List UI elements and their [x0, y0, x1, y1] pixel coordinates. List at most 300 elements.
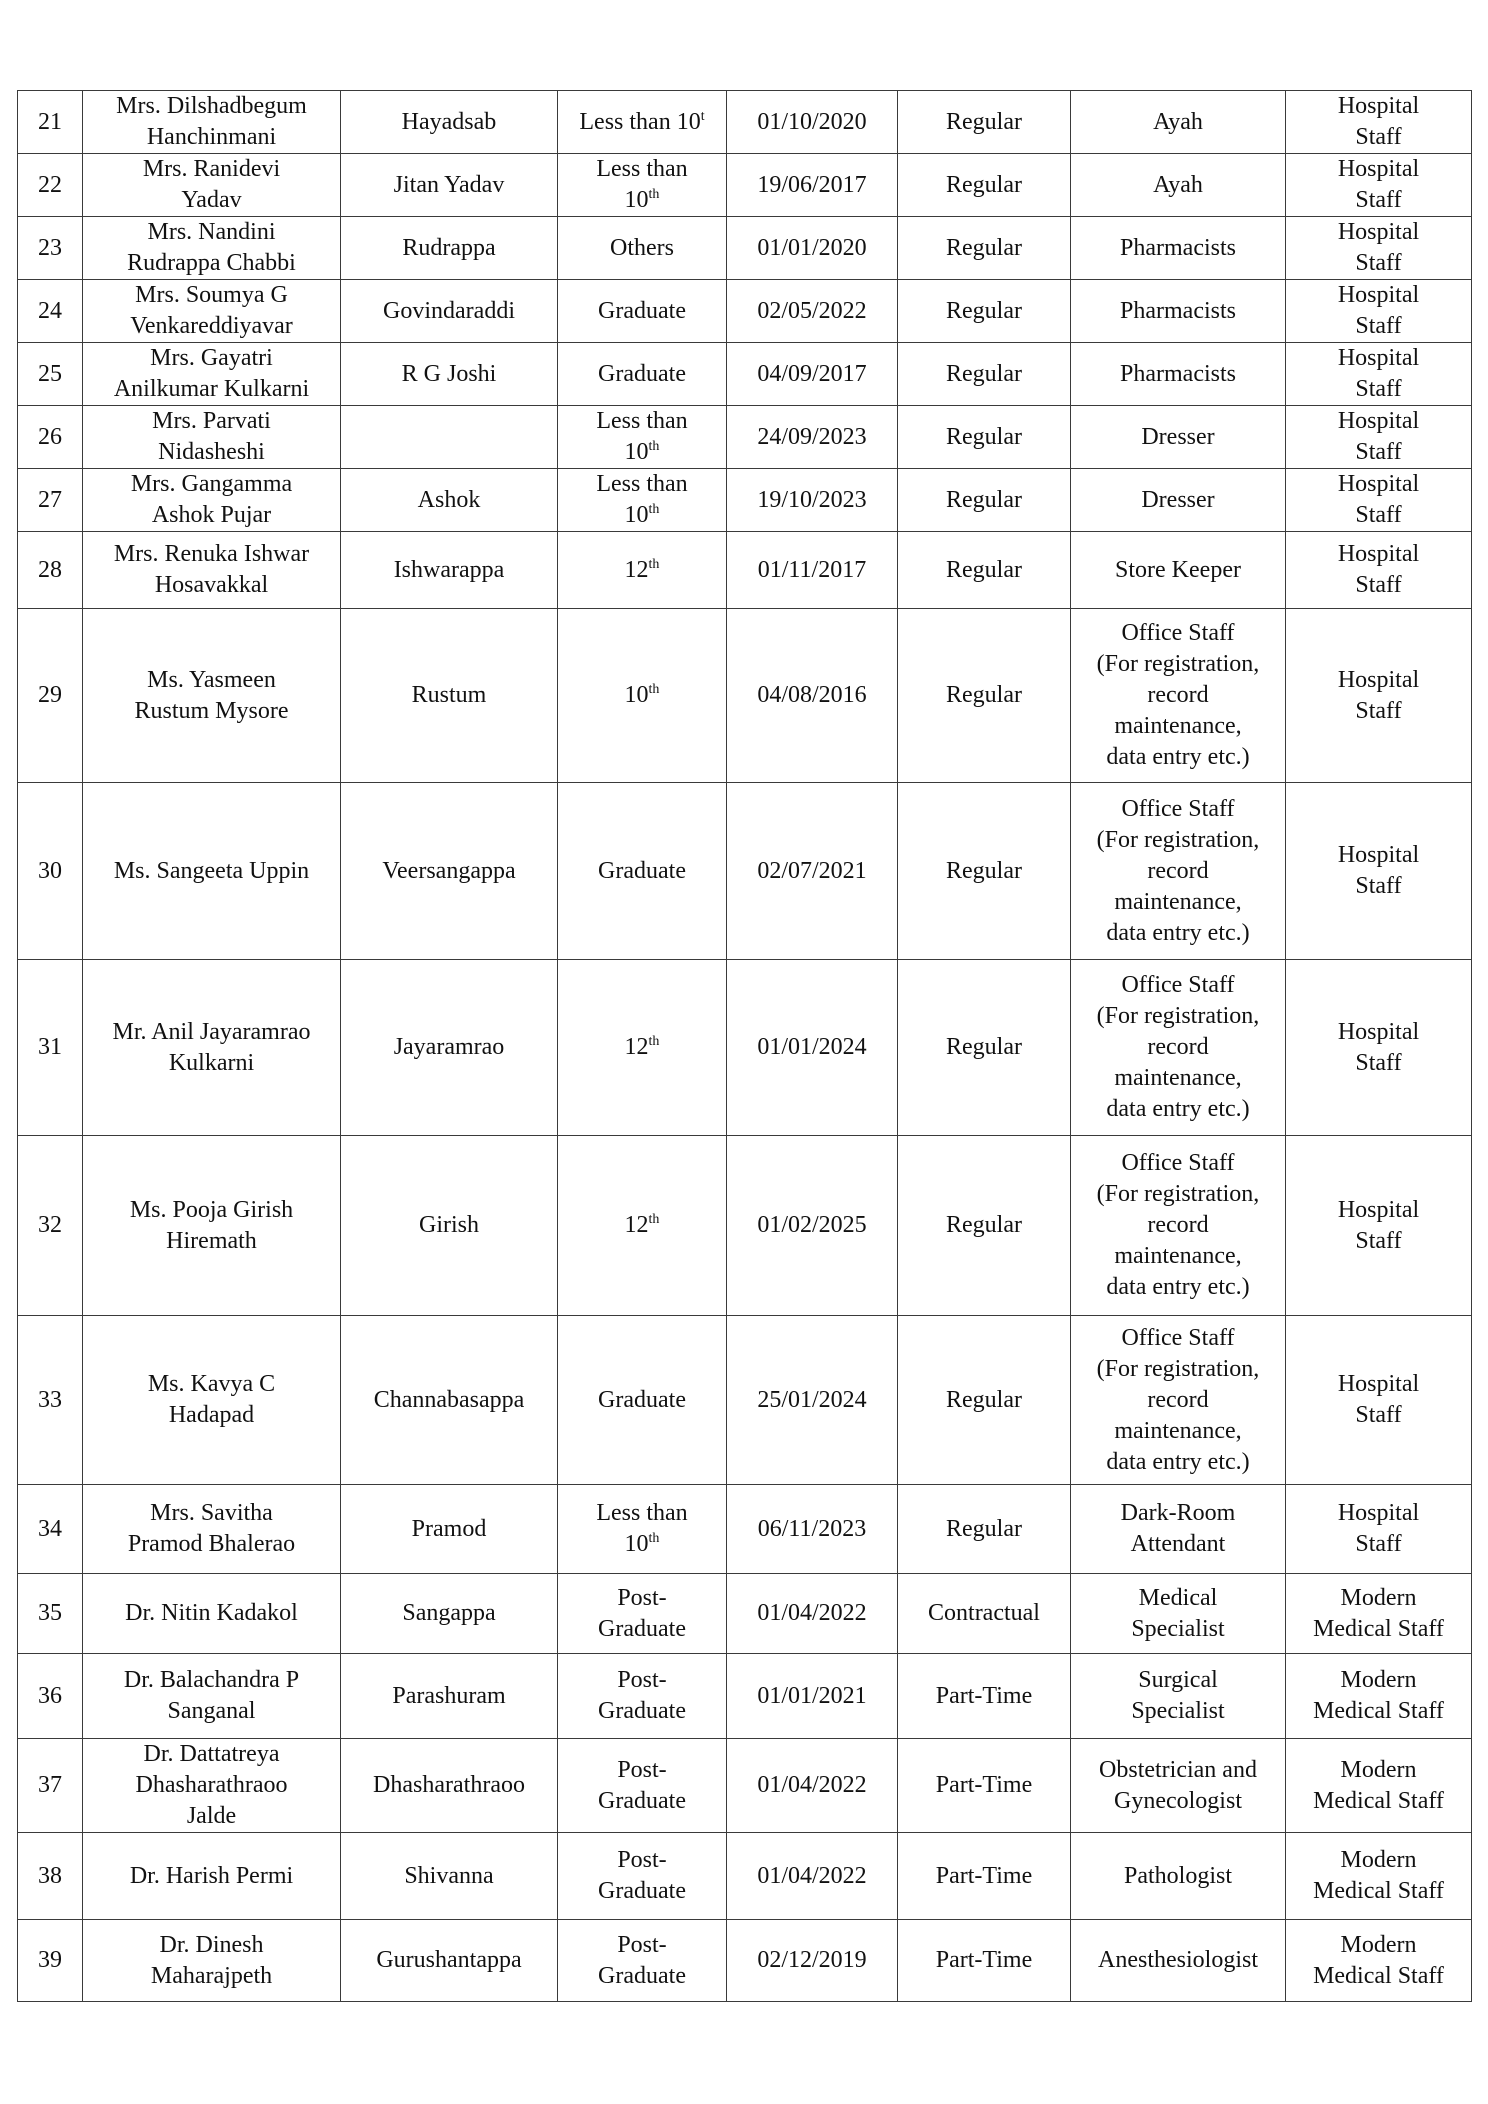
- employment-type: Regular: [946, 108, 1022, 135]
- employment-type-cell: [898, 154, 1071, 217]
- qualification-suffix: th: [648, 502, 660, 517]
- employment-type: Regular: [946, 234, 1022, 261]
- designation: Office Staff (For registration, record maintenance, data entry etc.): [1096, 972, 1260, 1122]
- staff-category-cell: [1286, 960, 1472, 1136]
- qualification-cell: [558, 154, 727, 217]
- qualification: Less than 10: [596, 471, 688, 528]
- table-row: [18, 154, 1472, 217]
- father-name: Hayadsab: [401, 108, 497, 135]
- father-name: Jayaramrao: [393, 1034, 505, 1060]
- employee-name-cell: [83, 154, 341, 217]
- serial-number: 37: [38, 1772, 62, 1798]
- qualification: Post- Graduate: [598, 1847, 686, 1904]
- employment-type: Contractual: [928, 1600, 1040, 1626]
- father-name-cell: [341, 1316, 558, 1485]
- joining-date: 01/10/2020: [757, 108, 867, 135]
- father-name-cell: [341, 1654, 558, 1739]
- serial-number-cell: [18, 280, 83, 343]
- qualification-suffix: th: [648, 1034, 660, 1049]
- table-row: [18, 960, 1472, 1136]
- staff-category-cell: [1286, 280, 1472, 343]
- employee-name: Ms. Kavya C Hadapad: [147, 1371, 276, 1428]
- qualification-suffix: th: [648, 556, 660, 572]
- table-row: [18, 1654, 1472, 1739]
- qualification-cell: [558, 91, 727, 154]
- employment-type: Part-Time: [935, 1947, 1033, 1973]
- qualification: Post- Graduate: [598, 1756, 686, 1814]
- employee-name: Mrs. Dilshadbegum Hanchinmani: [116, 93, 307, 150]
- designation-cell: [1071, 406, 1286, 469]
- employment-type: Regular: [946, 486, 1022, 513]
- employee-name-cell: [83, 217, 341, 280]
- father-name-cell: [341, 1574, 558, 1654]
- qualification-cell: [558, 960, 727, 1136]
- qualification-suffix: th: [648, 1531, 660, 1546]
- father-name-cell: [341, 1136, 558, 1316]
- staff-category: Hospital Staff: [1337, 1018, 1420, 1076]
- staff-category-cell: [1286, 1739, 1472, 1833]
- serial-number-cell: [18, 91, 83, 154]
- table-row: [18, 609, 1472, 783]
- joining-date: 01/01/2024: [757, 1034, 867, 1060]
- father-name-cell: [341, 154, 558, 217]
- table-row: [18, 217, 1472, 280]
- employment-type: Regular: [946, 1515, 1022, 1542]
- serial-number-cell: [18, 1833, 83, 1920]
- joining-date: 25/01/2024: [757, 1386, 867, 1413]
- serial-number: 36: [38, 1682, 62, 1709]
- serial-number-cell: [18, 154, 83, 217]
- serial-number-cell: [18, 343, 83, 406]
- designation-cell: [1071, 609, 1286, 783]
- father-name: Parashuram: [392, 1682, 506, 1709]
- staff-table: [17, 90, 1472, 2002]
- qualification-cell: [558, 1136, 727, 1316]
- staff-category-cell: [1286, 1920, 1472, 2002]
- serial-number-cell: [18, 1574, 83, 1654]
- serial-number: 35: [38, 1600, 62, 1626]
- serial-number: 34: [38, 1515, 62, 1542]
- designation: Pharmacists: [1120, 297, 1236, 324]
- employee-name: Mrs. Nandini Rudrappa Chabbi: [127, 219, 296, 276]
- qualification: Post- Graduate: [598, 1584, 686, 1642]
- staff-category-cell: [1286, 1136, 1472, 1316]
- qualification-cell: [558, 1833, 727, 1920]
- serial-number: 27: [38, 486, 62, 513]
- father-name-cell: [341, 406, 558, 469]
- qualification: Less than 10: [596, 1500, 688, 1557]
- joining-date-cell: [727, 406, 898, 469]
- employment-type-cell: [898, 783, 1071, 960]
- joining-date: 01/01/2021: [757, 1682, 867, 1709]
- serial-number: 25: [38, 360, 62, 387]
- staff-category-cell: [1286, 1485, 1472, 1574]
- employment-type: Regular: [946, 1034, 1022, 1060]
- joining-date-cell: [727, 91, 898, 154]
- employment-type: Part-Time: [935, 1682, 1033, 1709]
- staff-category: Hospital Staff: [1337, 471, 1420, 528]
- serial-number-cell: [18, 1485, 83, 1574]
- father-name-cell: [341, 609, 558, 783]
- staff-category: Hospital Staff: [1337, 93, 1420, 150]
- joining-date-cell: [727, 217, 898, 280]
- serial-number: 30: [38, 857, 62, 884]
- qualification-suffix: t: [700, 108, 705, 124]
- qualification: Less than 10: [596, 156, 688, 213]
- father-name-cell: [341, 217, 558, 280]
- employment-type: Regular: [946, 423, 1022, 450]
- table-row: [18, 532, 1472, 609]
- employee-name: Mrs. Savitha Pramod Bhalerao: [127, 1500, 296, 1557]
- designation-cell: [1071, 280, 1286, 343]
- father-name-cell: [341, 343, 558, 406]
- qualification-suffix: th: [648, 187, 660, 202]
- employee-name: Dr. Balachandra P Sanganal: [123, 1667, 300, 1724]
- employee-name: Dr. Nitin Kadakol: [125, 1600, 298, 1626]
- joining-date-cell: [727, 469, 898, 532]
- employment-type-cell: [898, 1485, 1071, 1574]
- designation: Dresser: [1141, 423, 1215, 450]
- qualification: 12: [624, 556, 649, 583]
- employee-name-cell: [83, 1739, 341, 1833]
- employee-name-cell: [83, 783, 341, 960]
- qualification-cell: [558, 532, 727, 609]
- designation: Ayah: [1153, 171, 1203, 198]
- employment-type-cell: [898, 532, 1071, 609]
- qualification-cell: [558, 783, 727, 960]
- father-name-cell: [341, 1920, 558, 2002]
- joining-date-cell: [727, 1574, 898, 1654]
- employment-type-cell: [898, 469, 1071, 532]
- joining-date-cell: [727, 1739, 898, 1833]
- designation: Anesthesiologist: [1098, 1947, 1258, 1973]
- employee-name-cell: [83, 1920, 341, 2002]
- joining-date-cell: [727, 1485, 898, 1574]
- serial-number-cell: [18, 1920, 83, 2002]
- table-row: [18, 280, 1472, 343]
- staff-category: Hospital Staff: [1337, 1196, 1420, 1254]
- employee-name: Dr. Harish Permi: [129, 1862, 294, 1889]
- father-name: Shivanna: [404, 1862, 494, 1889]
- qualification-suffix: th: [648, 1212, 660, 1227]
- serial-number: 31: [38, 1034, 62, 1060]
- designation: Medical Specialist: [1131, 1584, 1225, 1642]
- staff-category-cell: [1286, 783, 1472, 960]
- designation-cell: [1071, 1136, 1286, 1316]
- qualification-cell: [558, 406, 727, 469]
- joining-date: 02/05/2022: [757, 297, 867, 324]
- employment-type-cell: [898, 343, 1071, 406]
- father-name-cell: [341, 1739, 558, 1833]
- employee-name-cell: [83, 1833, 341, 1920]
- employment-type: Regular: [946, 1386, 1022, 1413]
- staff-table-body: [18, 91, 1472, 2002]
- father-name: Pramod: [411, 1515, 487, 1542]
- serial-number-cell: [18, 1136, 83, 1316]
- serial-number-cell: [18, 217, 83, 280]
- designation-cell: [1071, 1739, 1286, 1833]
- serial-number-cell: [18, 406, 83, 469]
- father-name-cell: [341, 532, 558, 609]
- table-row: [18, 1574, 1472, 1654]
- employee-name-cell: [83, 469, 341, 532]
- joining-date-cell: [727, 960, 898, 1136]
- qualification: 12: [624, 1034, 649, 1060]
- father-name-cell: [341, 280, 558, 343]
- joining-date: 06/11/2023: [757, 1515, 867, 1542]
- employee-name: Mrs. Parvati Nidasheshi: [152, 408, 271, 465]
- employee-name: Mrs. Gangamma Ashok Pujar: [130, 471, 293, 528]
- employee-name-cell: [83, 406, 341, 469]
- father-name: R G Joshi: [401, 360, 497, 387]
- staff-category-cell: [1286, 469, 1472, 532]
- qualification-cell: [558, 1920, 727, 2002]
- designation-cell: [1071, 469, 1286, 532]
- serial-number-cell: [18, 1654, 83, 1739]
- joining-date-cell: [727, 343, 898, 406]
- employment-type-cell: [898, 960, 1071, 1136]
- staff-category: Modern Medical Staff: [1313, 1931, 1444, 1989]
- employment-type-cell: [898, 1833, 1071, 1920]
- staff-category-cell: [1286, 217, 1472, 280]
- serial-number-cell: [18, 532, 83, 609]
- designation-cell: [1071, 154, 1286, 217]
- employee-name-cell: [83, 532, 341, 609]
- joining-date-cell: [727, 1654, 898, 1739]
- employee-name-cell: [83, 1485, 341, 1574]
- designation-cell: [1071, 1316, 1286, 1485]
- designation-cell: [1071, 91, 1286, 154]
- table-row: [18, 1316, 1472, 1485]
- qualification: 10: [624, 682, 649, 708]
- staff-category: Modern Medical Staff: [1313, 1756, 1444, 1814]
- qualification: Graduate: [598, 1386, 686, 1413]
- table-row: [18, 406, 1472, 469]
- joining-date: 24/09/2023: [757, 423, 867, 450]
- father-name-cell: [341, 469, 558, 532]
- serial-number: 26: [38, 423, 62, 450]
- serial-number-cell: [18, 783, 83, 960]
- designation-cell: [1071, 1920, 1286, 2002]
- qualification: Graduate: [598, 857, 686, 884]
- joining-date-cell: [727, 1920, 898, 2002]
- table-row: [18, 1485, 1472, 1574]
- joining-date: 19/10/2023: [757, 486, 867, 513]
- joining-date: 04/09/2017: [757, 360, 867, 387]
- designation-cell: [1071, 343, 1286, 406]
- staff-category-cell: [1286, 1574, 1472, 1654]
- employment-type-cell: [898, 1136, 1071, 1316]
- designation: Office Staff (For registration, record maintenance, data entry etc.): [1096, 1150, 1260, 1300]
- employee-name: Ms. Yasmeen Rustum Mysore: [134, 666, 289, 724]
- joining-date-cell: [727, 609, 898, 783]
- table-row: [18, 469, 1472, 532]
- joining-date: 02/07/2021: [757, 857, 867, 884]
- employee-name: Mrs. Gayatri Anilkumar Kulkarni: [113, 345, 310, 402]
- qualification-cell: [558, 1485, 727, 1574]
- joining-date-cell: [727, 532, 898, 609]
- staff-category-cell: [1286, 609, 1472, 783]
- joining-date: 04/08/2016: [757, 682, 867, 708]
- employment-type: Regular: [946, 360, 1022, 387]
- employment-type-cell: [898, 406, 1071, 469]
- employment-type: Regular: [946, 1212, 1022, 1238]
- qualification: Graduate: [598, 360, 686, 387]
- staff-category: Hospital Staff: [1337, 282, 1420, 339]
- serial-number: 32: [38, 1212, 62, 1238]
- employee-name-cell: [83, 1574, 341, 1654]
- staff-category: Hospital Staff: [1337, 156, 1420, 213]
- employee-name-cell: [83, 960, 341, 1136]
- staff-category-cell: [1286, 1833, 1472, 1920]
- employee-name: Dr. Dattatreya Dhasharathraoo Jalde: [135, 1741, 288, 1829]
- employment-type: Part-Time: [935, 1772, 1033, 1798]
- staff-category: Hospital Staff: [1337, 842, 1420, 899]
- father-name-cell: [341, 1833, 558, 1920]
- staff-category-cell: [1286, 91, 1472, 154]
- father-name: Ishwarappa: [393, 556, 505, 583]
- employment-type: Regular: [946, 297, 1022, 324]
- joining-date: 01/11/2017: [757, 556, 867, 583]
- staff-category: Hospital Staff: [1337, 1500, 1420, 1557]
- serial-number: 24: [38, 297, 62, 324]
- joining-date: 19/06/2017: [757, 171, 867, 198]
- father-name: Veersangappa: [382, 857, 516, 884]
- employee-name-cell: [83, 280, 341, 343]
- designation: Office Staff (For registration, record maintenance, data entry etc.): [1096, 795, 1260, 946]
- employment-type-cell: [898, 280, 1071, 343]
- serial-number: 38: [38, 1862, 62, 1889]
- serial-number: 21: [38, 108, 62, 135]
- staff-category: Hospital Staff: [1337, 345, 1420, 402]
- staff-category-cell: [1286, 1654, 1472, 1739]
- serial-number-cell: [18, 1316, 83, 1485]
- father-name-cell: [341, 91, 558, 154]
- designation: Pharmacists: [1120, 234, 1236, 261]
- serial-number: 23: [38, 234, 62, 261]
- father-name: Govindaraddi: [383, 297, 515, 324]
- designation: Dark-Room Attendant: [1120, 1500, 1236, 1557]
- designation-cell: [1071, 1485, 1286, 1574]
- father-name-cell: [341, 960, 558, 1136]
- designation: Pathologist: [1123, 1862, 1232, 1889]
- employment-type: Regular: [946, 682, 1022, 708]
- designation-cell: [1071, 783, 1286, 960]
- father-name-cell: [341, 1485, 558, 1574]
- employment-type-cell: [898, 609, 1071, 783]
- employee-name: Mrs. Ranidevi Yadav: [142, 156, 281, 213]
- table-row: [18, 343, 1472, 406]
- serial-number-cell: [18, 609, 83, 783]
- employment-type: Part-Time: [935, 1862, 1033, 1889]
- father-name: Sangappa: [402, 1600, 496, 1626]
- employee-name: Mr. Anil Jayaramrao Kulkarni: [112, 1018, 311, 1076]
- employee-name: Ms. Pooja Girish Hiremath: [129, 1196, 294, 1254]
- joining-date: 01/02/2025: [757, 1212, 867, 1238]
- designation: Store Keeper: [1115, 556, 1241, 583]
- father-name: Rustum: [411, 682, 487, 708]
- designation: Dresser: [1141, 486, 1215, 513]
- qualification: 12: [624, 1212, 649, 1238]
- table-row: [18, 1739, 1472, 1833]
- serial-number: 22: [38, 171, 62, 198]
- staff-category-cell: [1286, 532, 1472, 609]
- table-row: [18, 91, 1472, 154]
- joining-date-cell: [727, 1136, 898, 1316]
- designation: Office Staff (For registration, record maintenance, data entry etc.): [1096, 620, 1260, 770]
- designation: Pharmacists: [1120, 360, 1236, 387]
- employment-type-cell: [898, 1920, 1071, 2002]
- joining-date: 01/04/2022: [757, 1862, 867, 1889]
- employee-name: Ms. Sangeeta Uppin: [113, 857, 310, 884]
- joining-date-cell: [727, 1316, 898, 1485]
- serial-number-cell: [18, 960, 83, 1136]
- joining-date: 01/04/2022: [757, 1600, 867, 1626]
- table-row: [18, 1136, 1472, 1316]
- employee-name-cell: [83, 1136, 341, 1316]
- employee-name: Dr. Dinesh Maharajpeth: [150, 1931, 273, 1989]
- joining-date-cell: [727, 1833, 898, 1920]
- father-name: Ashok: [417, 486, 481, 513]
- serial-number: 29: [38, 682, 62, 708]
- employee-name-cell: [83, 1316, 341, 1485]
- staff-category: Modern Medical Staff: [1313, 1584, 1444, 1642]
- staff-category: Hospital Staff: [1337, 219, 1420, 276]
- employment-type-cell: [898, 217, 1071, 280]
- designation-cell: [1071, 1574, 1286, 1654]
- father-name: Gurushantappa: [376, 1947, 522, 1973]
- employee-name-cell: [83, 1654, 341, 1739]
- joining-date: 02/12/2019: [757, 1947, 867, 1973]
- qualification-suffix: th: [648, 682, 660, 697]
- qualification: Post- Graduate: [598, 1931, 686, 1989]
- designation: Obstetrician and Gynecologist: [1099, 1756, 1257, 1814]
- staff-category-cell: [1286, 343, 1472, 406]
- serial-number-cell: [18, 1739, 83, 1833]
- employment-type-cell: [898, 1316, 1071, 1485]
- staff-category: Hospital Staff: [1337, 408, 1420, 465]
- qualification-cell: [558, 343, 727, 406]
- father-name: Channabasappa: [373, 1386, 525, 1413]
- employee-name-cell: [83, 609, 341, 783]
- designation-cell: [1071, 217, 1286, 280]
- employment-type-cell: [898, 1739, 1071, 1833]
- joining-date-cell: [727, 154, 898, 217]
- employment-type-cell: [898, 91, 1071, 154]
- staff-category: Modern Medical Staff: [1313, 1847, 1444, 1904]
- serial-number: 28: [38, 556, 62, 583]
- designation-cell: [1071, 532, 1286, 609]
- qualification-cell: [558, 217, 727, 280]
- qualification-suffix: th: [648, 439, 660, 454]
- qualification-cell: [558, 1316, 727, 1485]
- employee-name: Mrs. Renuka Ishwar Hosavakkal: [113, 541, 310, 598]
- staff-category: Modern Medical Staff: [1313, 1667, 1444, 1724]
- employee-name-cell: [83, 343, 341, 406]
- qualification: Less than 10: [596, 408, 688, 465]
- qualification-cell: [558, 1739, 727, 1833]
- qualification-cell: [558, 469, 727, 532]
- table-row: [18, 1920, 1472, 2002]
- employment-type: Regular: [946, 556, 1022, 583]
- father-name: Rudrappa: [402, 234, 496, 261]
- designation: Ayah: [1153, 108, 1203, 135]
- serial-number: 33: [38, 1386, 62, 1413]
- employment-type-cell: [898, 1574, 1071, 1654]
- employee-name-cell: [83, 91, 341, 154]
- designation-cell: [1071, 1833, 1286, 1920]
- father-name: Dhasharathraoo: [373, 1772, 525, 1798]
